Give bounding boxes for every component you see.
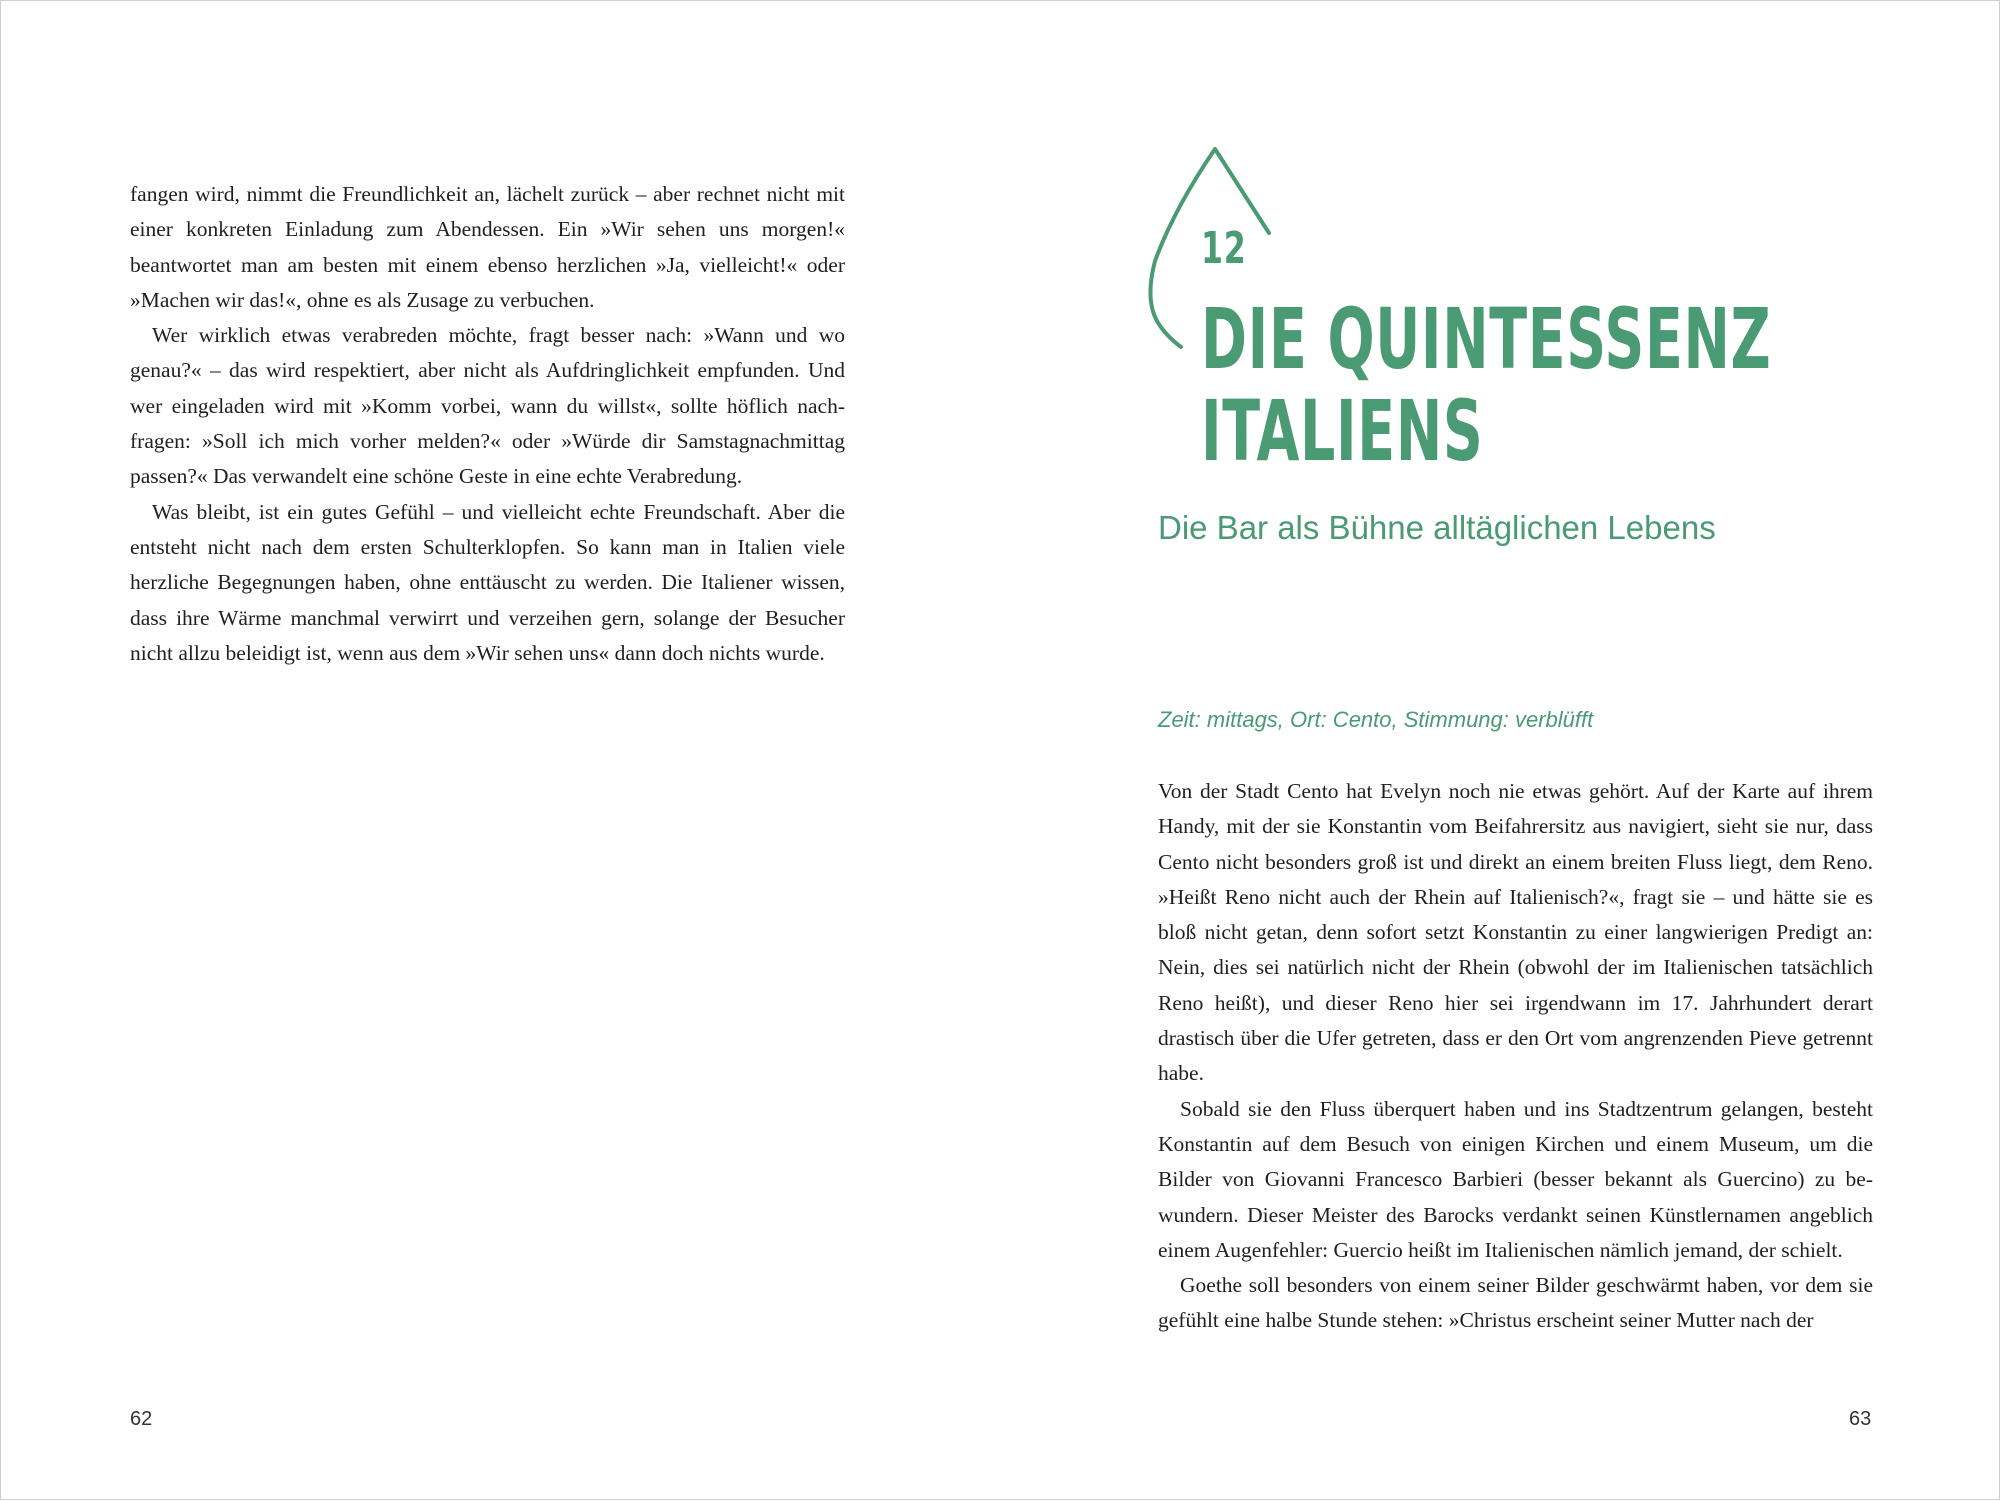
left-paragraph-3: Was bleibt, ist ein gutes Gefühl – und vielleicht echte Freundschaft. Aber die entsteht nicht nach dem ersten Schulterklopfen. So kann man in Italien viele herzliche Begegnungen haben, ohne enttäuscht zu werden. Die Italiener wissen, dass ihre Wärme manchmal verwirrt und verzeihen gern, solange der Besucher nicht allzu beleidigt ist, wenn aus dem »Wir sehen uns« dann doch nichts wurde.	[130, 499, 845, 665]
scene-line: Zeit: mittags, Ort: Cento, Stimmung: verblüfft	[1158, 707, 1594, 732]
right-page	[1001, 1, 2000, 1501]
right-page-number: 63	[1849, 1408, 1872, 1430]
right-paragraph-2: Sobald sie den Fluss überquert haben und ins Stadtzentrum gelangen, besteht Konstantin auf dem Besuch von einigen Kirchen und einem Museum, um die Bilder von Giovanni Francesco Barbieri (besser bekannt als Guercino) zu bewundern. Dieser Meister des Barocks verdankt seinen Künstlernamen angeblich einem Augenfehler: Guercio heißt im Italienischen nämlich jemand, der schielt.	[1158, 1096, 1873, 1262]
left-page-number: 62	[130, 1408, 153, 1430]
chapter-title-line-1: DIE QUINTESSENZ	[1201, 290, 1772, 388]
left-paragraph-1: fangen wird, nimmt die Freundlichkeit an, lächelt zurück – aber rechnet nicht mit einer konkreten Einladung zum Abendessen. Ein »Wir sehen uns morgen!« beantwortet man am besten mit einem ebenso herzlichen »Ja, vielleicht!« oder »Machen wir das!«, ohne es als Zusage zu verbuchen.	[130, 182, 845, 312]
chapter-number: 12	[1201, 223, 1247, 274]
chapter-subtitle: Die Bar als Bühne alltäglichen Lebens	[1158, 509, 1716, 546]
left-page-body	[130, 177, 845, 671]
chapter-title	[1201, 290, 1772, 480]
right-paragraph-1: Von der Stadt Cento hat Evelyn noch nie etwas gehört. Auf der Karte auf ihrem Handy, mit der sie Konstantin vom Beifahrersitz aus navigiert, sieht sie nur, dass Cento nicht besonders groß ist und direkt an einem breiten Fluss liegt, dem Reno. »Heißt Reno nicht auch der Rhein auf Italienisch?«, fragt sie – und hätte sie es bloß nicht getan, denn sofort setzt Konstantin zu einer langwierigen Predigt an: Nein, dies sei natürlich nicht der Rhein (obwohl der im Italienischen tatsächlich Reno heißt), und dieser Reno hier sei irgendwann im 17. Jahrhundert derart drastisch über die Ufer getreten, dass er den Ort vom angrenzenden Pieve getrennt habe.	[1158, 779, 1873, 1086]
left-page	[1, 1, 1001, 1501]
left-paragraph-2: Wer wirklich etwas verabreden möchte, fragt besser nach: »Wann und wo genau?« – das wird respektiert, aber nicht als Aufdringlichkeit empfunden. Und wer eingeladen wird mit »Komm vorbei, wann du willst«, sollte höflich nachfragen: »Soll ich mich vorher melden?« oder »Würde dir Samstagnachmittag passen?« Das verwandelt eine schöne Geste in eine echte Verabredung.	[130, 323, 845, 489]
chapter-title-line-2: ITALIENS	[1201, 382, 1484, 480]
right-page-body	[1158, 774, 1873, 1339]
right-paragraph-3: Goethe soll besonders von einem seiner Bilder geschwärmt haben, vor dem sie gefühlt eine halbe Stunde stehen: »Christus erscheint seiner Mutter nach der	[1158, 1273, 1873, 1333]
